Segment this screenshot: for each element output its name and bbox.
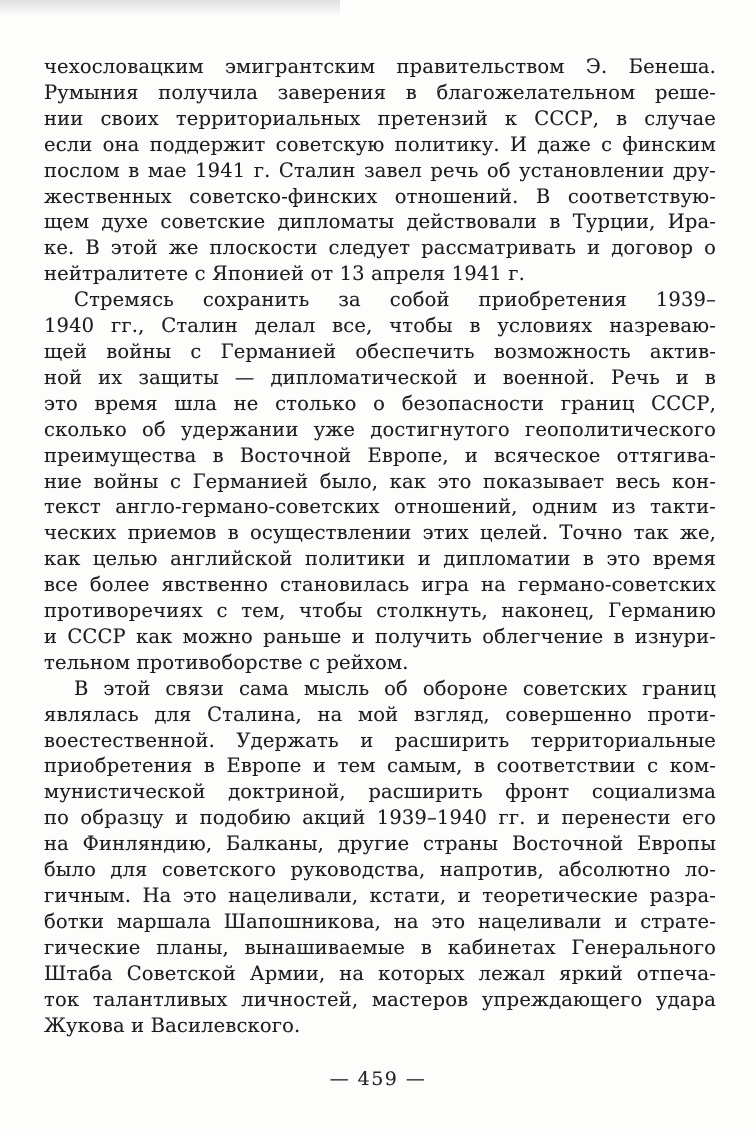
text-line: ной их защиты — дипломатической и военной. Речь и в [44, 365, 716, 389]
text-line: воестественной. Удержать и расширить территориальные [44, 728, 716, 752]
text-line: являлась для Сталина, на мой взгляд, совершенно проти- [44, 702, 716, 726]
text-line: Штаба Советской Армии, на которых лежал яркий отпеча- [44, 961, 716, 985]
text-line: было для советского руководства, напротив, абсолютно ло- [44, 858, 716, 882]
text-line: жественных советско-финских отношений. В соответствую- [44, 184, 716, 208]
text-line: чехословацким эмигрантским правительством Э. Бенеша. [44, 55, 716, 78]
text-line: ние войны с Германией было, как это показывает весь кон- [44, 469, 716, 493]
text-line: преимущества в Восточной Европе, и всяческое оттягива- [44, 443, 716, 467]
text-line: это время шла не столько о безопасности границ СССР, [44, 391, 716, 415]
text-line: ческих приемов в осуществлении этих целей. Точно так же, [44, 521, 716, 545]
text-line: нейтралитете с Японией от 13 апреля 1941 г. [44, 262, 525, 286]
page-number: — 459 — [329, 1068, 427, 1090]
text-line: если она поддержит советскую политику. И даже с финским [44, 132, 716, 156]
text-line: щей войны с Германией обеспечить возможность актив- [44, 339, 716, 363]
text-line: гические планы, вынашиваемые в кабинетах Генерального [44, 935, 716, 959]
text-line: сколько об удержании уже достигнутого геополитического [44, 417, 716, 441]
text-line: противоречиях с тем, чтобы столкнуть, наконец, Германию [44, 599, 716, 623]
text-line: Жукова и Василевского. [44, 1013, 301, 1037]
text-line: гичным. На это нацеливали, кстати, и теоретические разра- [44, 884, 716, 907]
paragraph [44, 54, 716, 287]
text-line: ток талантливых личностей, мастеров упреждающего удара [44, 987, 716, 1011]
text-line: на Финляндию, Балканы, другие страны Восточной Европы [44, 832, 716, 856]
text-line: 1940 гг., Сталин делал все, чтобы в условиях назреваю- [44, 314, 716, 338]
text-line: как целью английской политики и дипломатии в это время [44, 547, 716, 571]
text-line: ботки маршала Шапошникова, на это нацеливали и страте- [44, 909, 716, 933]
text-line: приобретения в Европе и тем самым, в соответствии с ком- [44, 754, 716, 778]
text-line: мунистической доктриной, расширить фронт социализма [44, 780, 716, 804]
paragraph [44, 676, 716, 1039]
scan-edge-shadow [0, 0, 340, 16]
text-line: тельном противоборстве с рейхом. [44, 650, 409, 674]
text-line: все более явственно становилась игра на германо-советских [44, 573, 716, 597]
text-line: и СССР как можно раньше и получить облегчение в изнури- [44, 624, 716, 648]
text-line: послом в мае 1941 г. Сталин завел речь об установлении дру- [44, 158, 716, 182]
text-block [44, 54, 716, 1038]
text-line: текст англо-германо-советских отношений, одним из такти- [44, 495, 716, 519]
text-line: ке. В этой же плоскости следует рассматривать и договор о [44, 236, 716, 260]
text-line: Стремясь сохранить за собой приобретения 1939– [74, 288, 716, 312]
text-line: В этой связи сама мысль об обороне советских границ [74, 676, 716, 700]
text-line: нии своих территориальных претензий к СССР, в случае [44, 106, 716, 130]
text-line: по образцу и подобию акций 1939–1940 гг. и перенести его [44, 806, 716, 830]
text-line: Румыния получила заверения в благожелательном реше- [44, 80, 716, 104]
paragraph [44, 287, 716, 676]
text-line: щем духе советские дипломаты действовали в Турции, Ира- [44, 210, 716, 234]
